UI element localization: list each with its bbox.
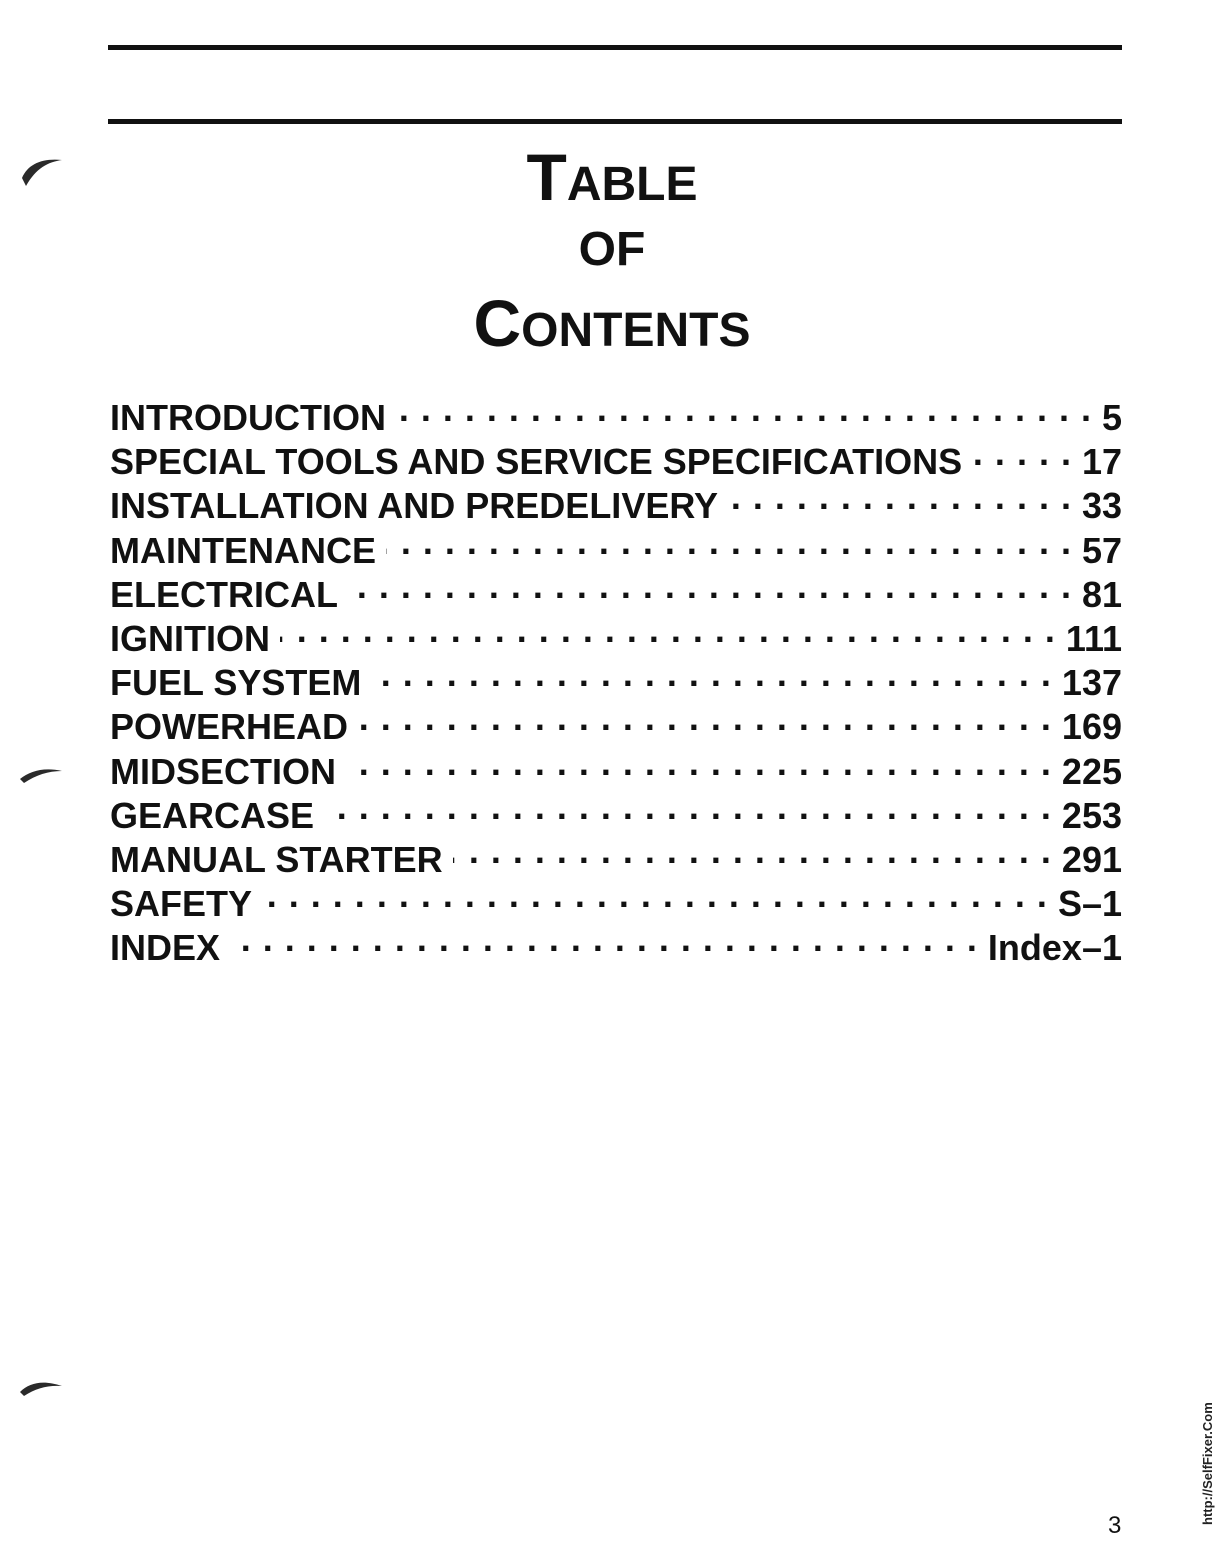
toc-entry-label: INTRODUCTION — [110, 397, 386, 438]
toc-entry — [110, 611, 1122, 659]
second-rule — [108, 119, 1122, 124]
toc-dot-leader — [972, 434, 1072, 474]
toc-entry — [110, 567, 1122, 615]
toc-dot-leader — [358, 699, 1052, 739]
toc-entry-label: ELECTRICAL — [110, 573, 338, 615]
toc-entry-page: 17 — [1081, 441, 1122, 483]
toc-dot-leader — [324, 788, 1052, 828]
toc-dot-leader — [230, 920, 978, 960]
toc-entry-page: 33 — [1081, 485, 1122, 527]
toc-dot-leader — [371, 655, 1052, 695]
toc-entry — [110, 788, 1122, 836]
toc-entry-label: INDEX — [110, 927, 221, 969]
toc-entry — [110, 523, 1122, 571]
toc-entry-page: S–1 — [1057, 883, 1122, 925]
toc-entry-label: IGNITION — [110, 617, 270, 659]
toc-entry — [110, 478, 1122, 527]
toc-entry — [110, 699, 1122, 748]
toc-dot-leader — [346, 744, 1052, 784]
table-of-contents — [110, 390, 1122, 969]
toc-dot-leader — [262, 876, 1048, 916]
toc-dot-leader — [348, 567, 1072, 607]
toc-entry-label: SPECIAL TOOLS AND SERVICE SPECIFICATIONS — [110, 441, 963, 483]
toc-entry — [110, 434, 1122, 483]
toc-entry-page: 253 — [1061, 794, 1122, 836]
toc-entry-label: INSTALLATION AND PREDELIVERY — [110, 485, 719, 527]
toc-entry-page: 81 — [1081, 573, 1122, 615]
toc-entry-page: 225 — [1061, 750, 1122, 792]
toc-entry-page: 5 — [1101, 397, 1122, 438]
toc-entry — [110, 832, 1122, 880]
toc-entry-label: MIDSECTION — [110, 750, 337, 792]
title-line-table: TABLE — [526, 140, 698, 214]
toc-dot-leader — [386, 523, 1072, 563]
toc-entry-label: MANUAL STARTER — [110, 838, 443, 880]
toc-dot-leader — [728, 478, 1072, 518]
toc-dot-leader — [280, 611, 1056, 651]
toc-entry-page: Index–1 — [987, 927, 1122, 969]
punch-hole-mark-icon — [18, 1372, 66, 1412]
toc-entry-label: GEARCASE — [110, 794, 315, 836]
page-title — [0, 138, 1224, 360]
toc-entry-label: POWERHEAD — [110, 706, 349, 748]
toc-entry-label: FUEL SYSTEM — [110, 662, 362, 704]
title-line-of: OF — [578, 223, 646, 276]
toc-entry — [110, 876, 1122, 925]
top-rule — [108, 45, 1122, 50]
site-url-watermark: http://SelfFixer.Com — [1200, 1402, 1215, 1525]
toc-entry — [110, 920, 1122, 969]
toc-dot-leader — [453, 832, 1052, 872]
toc-entry-page: 57 — [1081, 529, 1122, 571]
toc-entry — [110, 744, 1122, 792]
toc-entry — [110, 655, 1122, 704]
punch-hole-mark-icon — [18, 757, 66, 797]
toc-entry-label: MAINTENANCE — [110, 529, 376, 571]
toc-entry-page: 111 — [1065, 617, 1122, 659]
toc-entry-label: SAFETY — [110, 883, 253, 925]
toc-entry-page: 137 — [1061, 662, 1122, 704]
toc-entry — [110, 390, 1122, 438]
toc-entry-page: 169 — [1061, 706, 1122, 748]
toc-entry-page: 291 — [1061, 838, 1122, 880]
title-line-contents: CONTENTS — [473, 286, 751, 360]
toc-dot-leader — [396, 390, 1092, 430]
page-number: 3 — [1108, 1512, 1122, 1539]
